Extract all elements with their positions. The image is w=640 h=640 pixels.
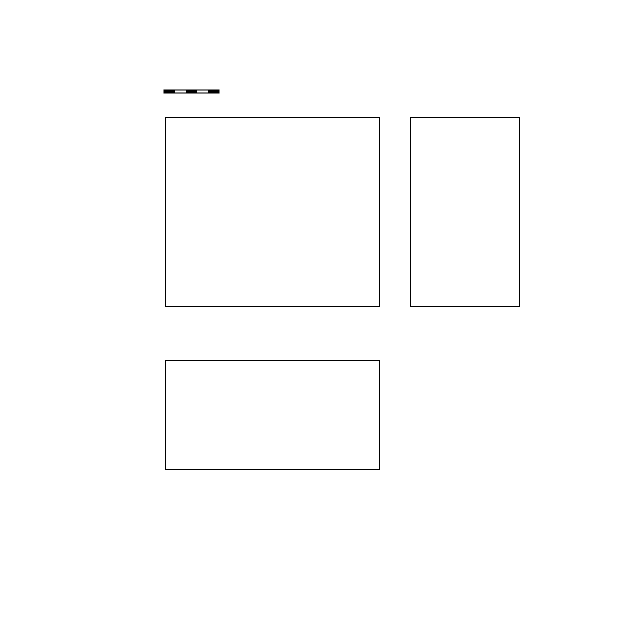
scale-bar (160, 74, 230, 114)
ns-cross-section (410, 117, 520, 307)
ew-cross-section (165, 360, 380, 470)
epicenter-map (165, 117, 380, 307)
